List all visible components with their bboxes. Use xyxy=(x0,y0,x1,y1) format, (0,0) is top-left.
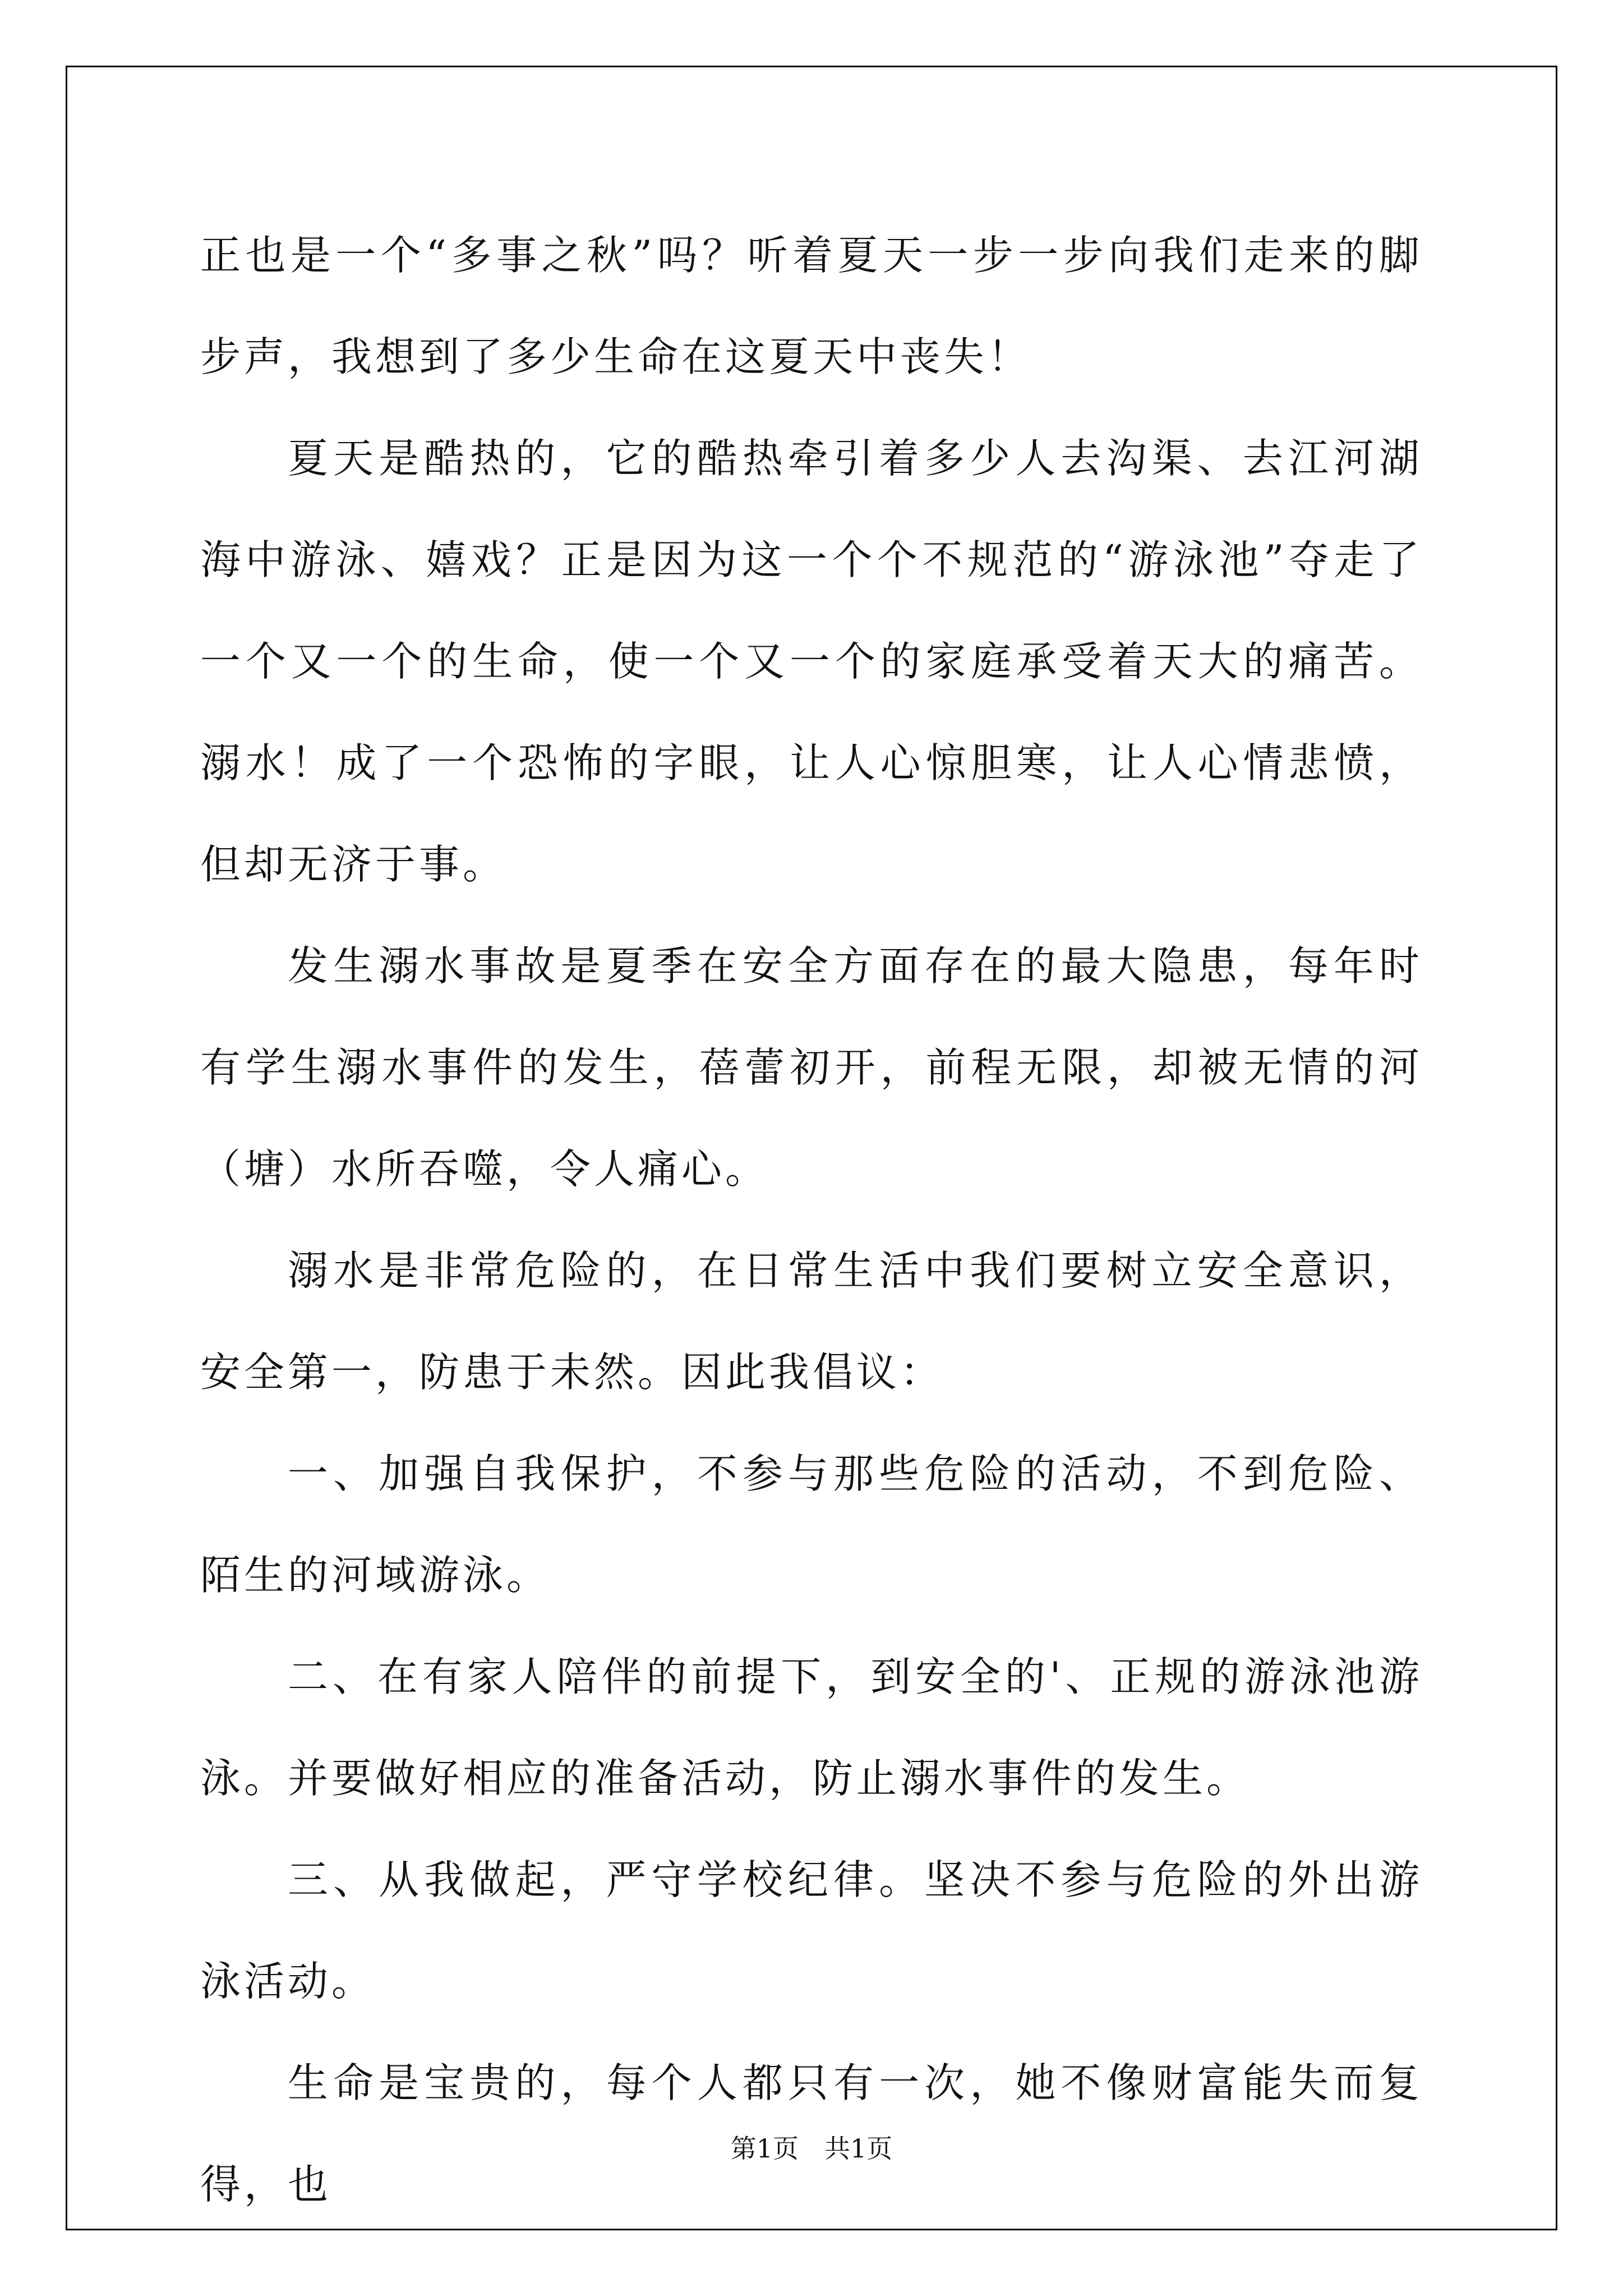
paragraph-7: 三、从我做起，严守学校纪律。坚决不参与危险的外出游泳活动。 xyxy=(200,1856,1423,2005)
paragraph-2: 夏天是酷热的，它的酷热牵引着多少人去沟渠、去江河湖海中游泳、嬉戏？正是因为这一个个不规范的“游泳池”夺走了一个又一个的生命，使一个又一个的家庭承受着天大的痛苦。溺水！成了一个恐怖的字眼，让人心惊胆寒，让人心情悲愤，但却无济于事。 xyxy=(200,435,1423,888)
paragraph-3: 发生溺水事故是夏季在安全方面存在的最大隐患，每年时有学生溺水事件的发生，蓓蕾初开，前程无限，却被无情的河（塘）水所吞噬，令人痛心。 xyxy=(200,942,1423,1193)
paragraph-1: 正也是一个“多事之秋”吗？听着夏天一步一步向我们走来的脚步声，我想到了多少生命在这夏天中丧失！ xyxy=(200,232,1423,380)
paragraph-8: 生命是宝贵的，每个人都只有一次，她不像财富能失而复得，也 xyxy=(200,2059,1423,2208)
paragraph-4: 溺水是非常危险的，在日常生活中我们要树立安全意识，安全第一，防患于未然。因此我倡议： xyxy=(200,1247,1423,1396)
document-body xyxy=(200,205,1423,2235)
paragraph-6: 二、在有家人陪伴的前提下，到安全的'、正规的游泳池游泳。并要做好相应的准备活动，防止溺水事件的发生。 xyxy=(200,1653,1423,1802)
paragraph-5: 一、加强自我保护，不参与那些危险的活动，不到危险、陌生的河域游泳。 xyxy=(200,1450,1423,1599)
page-number-footer: 第1页 共1页 xyxy=(730,2133,893,2164)
